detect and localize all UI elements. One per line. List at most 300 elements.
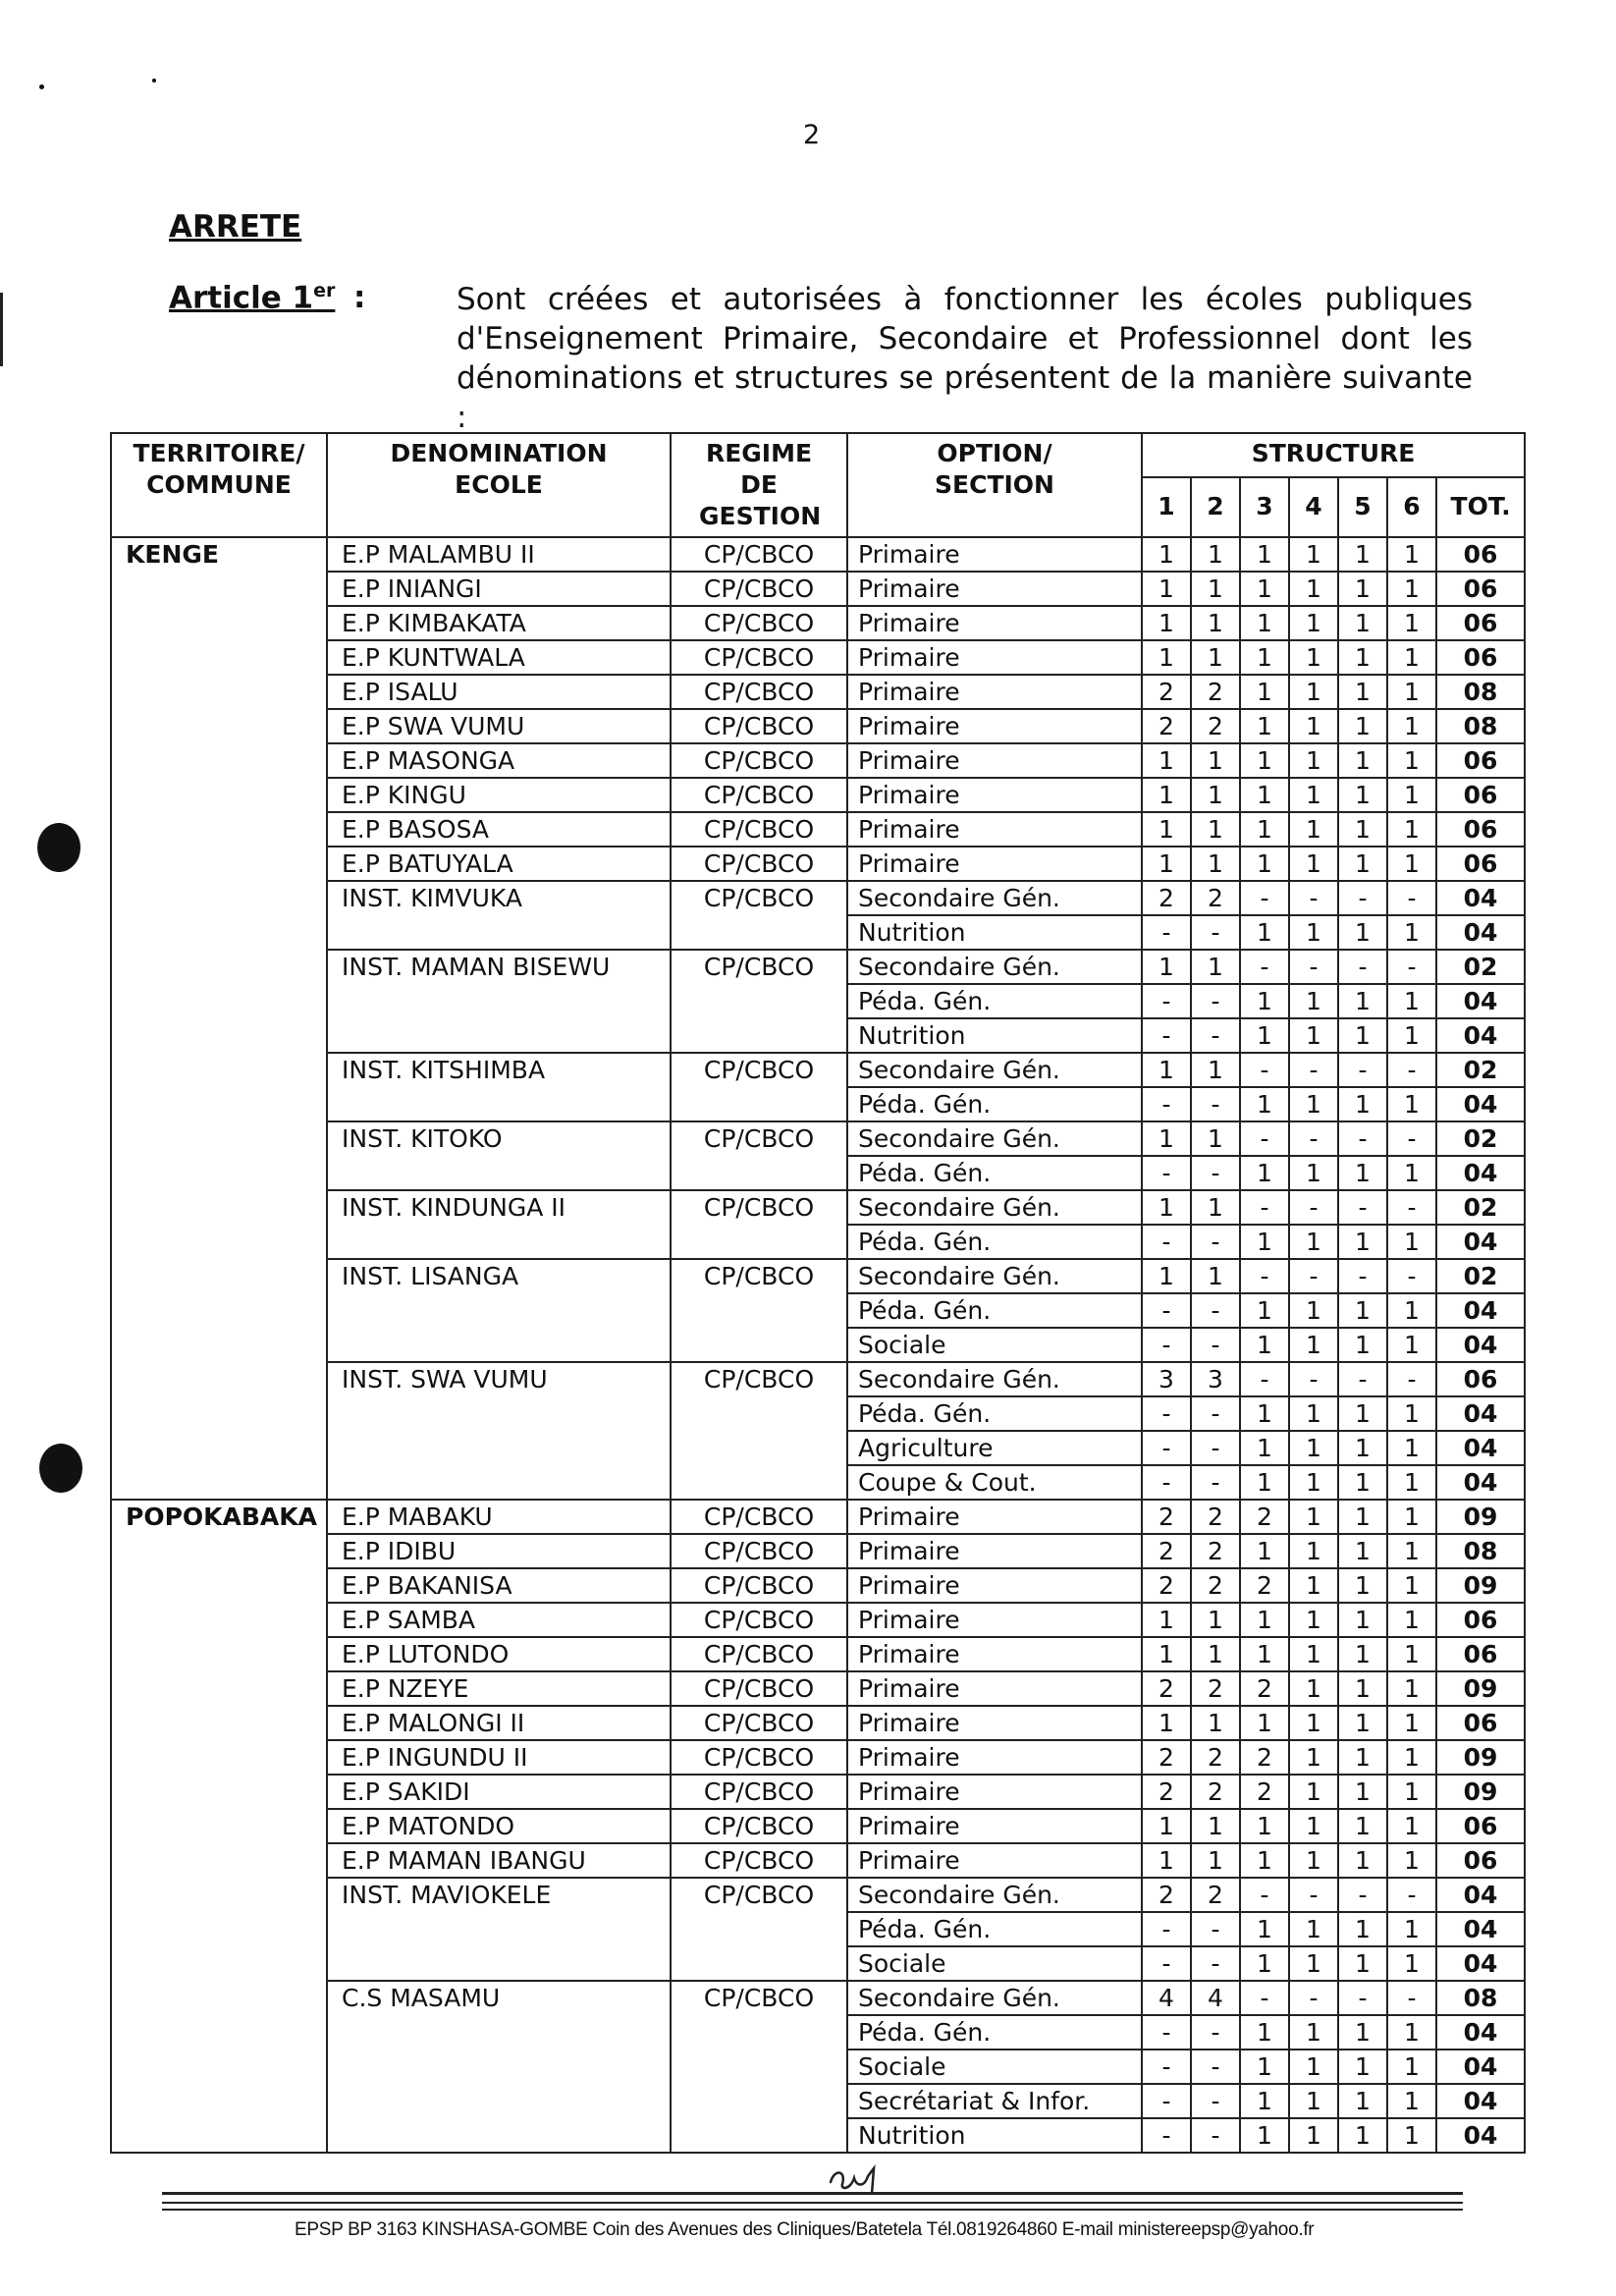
structure-cell: 1: [1338, 984, 1387, 1018]
structure-cell: 1: [1289, 1431, 1338, 1465]
school-name-cell: E.P ISALU: [327, 675, 671, 709]
option-cell: Nutrition: [847, 2118, 1142, 2153]
structure-cell: 1: [1387, 2118, 1436, 2153]
structure-cell: -: [1387, 1362, 1436, 1396]
structure-cell: 1: [1289, 1018, 1338, 1053]
structure-cell: 1: [1191, 1053, 1240, 1087]
structure-cell: -: [1142, 1946, 1191, 1981]
structure-cell: 1: [1240, 1328, 1289, 1362]
structure-cell: -: [1191, 915, 1240, 950]
structure-cell: -: [1289, 1190, 1338, 1225]
school-name-cell: INST. KITSHIMBA: [327, 1053, 671, 1121]
structure-cell: 2: [1240, 1568, 1289, 1603]
structure-cell: -: [1191, 1018, 1240, 1053]
structure-cell: 1: [1338, 1156, 1387, 1190]
article-colon: :: [353, 280, 366, 315]
structure-cell: 1: [1142, 778, 1191, 812]
structure-cell: 1: [1338, 1740, 1387, 1775]
structure-cell: 1: [1338, 2118, 1387, 2153]
structure-cell: 1: [1387, 572, 1436, 606]
option-cell: Péda. Gén.: [847, 1293, 1142, 1328]
structure-cell: 1: [1387, 2050, 1436, 2084]
option-cell: Primaire: [847, 1740, 1142, 1775]
structure-cell: 1: [1289, 1534, 1338, 1568]
structure-cell: -: [1338, 881, 1387, 915]
structure-cell: 1: [1289, 606, 1338, 640]
structure-cell: -: [1142, 1431, 1191, 1465]
total-cell: 09: [1436, 1500, 1525, 1534]
total-cell: 06: [1436, 812, 1525, 847]
total-cell: 04: [1436, 1878, 1525, 1912]
structure-cell: 1: [1289, 1706, 1338, 1740]
structure-cell: 1: [1338, 606, 1387, 640]
total-cell: 04: [1436, 1225, 1525, 1259]
option-cell: Primaire: [847, 1843, 1142, 1878]
total-cell: 09: [1436, 1671, 1525, 1706]
punch-hole: [39, 1444, 82, 1493]
school-name-cell: E.P KINGU: [327, 778, 671, 812]
structure-cell: 1: [1387, 1328, 1436, 1362]
structure-cell: 1: [1191, 1259, 1240, 1293]
regime-cell: CP/CBCO: [671, 1362, 847, 1500]
total-cell: 04: [1436, 1328, 1525, 1362]
structure-cell: 1: [1338, 709, 1387, 743]
structure-cell: 1: [1240, 1225, 1289, 1259]
regime-cell: CP/CBCO: [671, 1190, 847, 1259]
article-text-line: d'Enseignement Primaire, Secondaire et Professionnel dont les: [457, 321, 1473, 356]
total-cell: 04: [1436, 1293, 1525, 1328]
structure-cell: -: [1289, 1981, 1338, 2015]
structure-cell: -: [1142, 1018, 1191, 1053]
total-cell: 08: [1436, 1981, 1525, 2015]
structure-cell: 1: [1142, 950, 1191, 984]
structure-cell: 1: [1240, 675, 1289, 709]
structure-cell: 1: [1338, 675, 1387, 709]
structure-cell: -: [1191, 1225, 1240, 1259]
school-name-cell: INST. LISANGA: [327, 1259, 671, 1362]
total-cell: 04: [1436, 2050, 1525, 2084]
structure-cell: 1: [1289, 1087, 1338, 1121]
structure-cell: 1: [1387, 1912, 1436, 1946]
structure-cell: 1: [1387, 1018, 1436, 1053]
option-cell: Agriculture: [847, 1431, 1142, 1465]
header-col-4: 4: [1289, 477, 1338, 537]
structure-cell: 2: [1191, 709, 1240, 743]
structure-cell: 1: [1338, 1534, 1387, 1568]
option-cell: Sociale: [847, 2050, 1142, 2084]
total-cell: 04: [1436, 1087, 1525, 1121]
option-cell: Primaire: [847, 812, 1142, 847]
structure-cell: 1: [1240, 847, 1289, 881]
option-cell: Secondaire Gén.: [847, 1981, 1142, 2015]
total-cell: 02: [1436, 1053, 1525, 1087]
regime-cell: CP/CBCO: [671, 950, 847, 1053]
total-cell: 02: [1436, 1121, 1525, 1156]
structure-cell: 1: [1387, 1156, 1436, 1190]
total-cell: 08: [1436, 1534, 1525, 1568]
regime-cell: CP/CBCO: [671, 675, 847, 709]
structure-cell: -: [1191, 2084, 1240, 2118]
total-cell: 04: [1436, 915, 1525, 950]
total-cell: 06: [1436, 572, 1525, 606]
total-cell: 08: [1436, 709, 1525, 743]
structure-cell: 1: [1338, 1706, 1387, 1740]
structure-cell: 1: [1240, 1809, 1289, 1843]
regime-cell: CP/CBCO: [671, 881, 847, 950]
structure-cell: -: [1191, 1087, 1240, 1121]
option-cell: Sociale: [847, 1946, 1142, 1981]
structure-cell: 1: [1338, 1843, 1387, 1878]
school-name-cell: E.P SAMBA: [327, 1603, 671, 1637]
structure-cell: 1: [1387, 1843, 1436, 1878]
structure-cell: 1: [1289, 2015, 1338, 2050]
total-cell: 04: [1436, 1431, 1525, 1465]
structure-cell: 1: [1240, 2118, 1289, 2153]
article-text: [457, 280, 1473, 437]
structure-cell: 1: [1289, 1396, 1338, 1431]
structure-cell: 1: [1191, 812, 1240, 847]
option-cell: Primaire: [847, 537, 1142, 572]
structure-cell: -: [1142, 984, 1191, 1018]
structure-cell: 1: [1338, 1809, 1387, 1843]
structure-cell: -: [1191, 1946, 1240, 1981]
structure-cell: 3: [1142, 1362, 1191, 1396]
total-cell: 04: [1436, 1912, 1525, 1946]
structure-cell: -: [1142, 1396, 1191, 1431]
structure-cell: -: [1191, 1293, 1240, 1328]
structure-cell: 1: [1191, 743, 1240, 778]
structure-cell: 1: [1240, 572, 1289, 606]
option-cell: Primaire: [847, 743, 1142, 778]
structure-cell: -: [1289, 1259, 1338, 1293]
structure-cell: -: [1142, 1087, 1191, 1121]
structure-cell: -: [1387, 1878, 1436, 1912]
structure-cell: 1: [1289, 2118, 1338, 2153]
structure-cell: 1: [1191, 537, 1240, 572]
total-cell: 02: [1436, 950, 1525, 984]
structure-cell: 1: [1289, 1843, 1338, 1878]
total-cell: 06: [1436, 778, 1525, 812]
structure-cell: 1: [1338, 1225, 1387, 1259]
structure-cell: 1: [1338, 1500, 1387, 1534]
structure-cell: 1: [1240, 915, 1289, 950]
regime-cell: CP/CBCO: [671, 1671, 847, 1706]
structure-cell: 1: [1338, 640, 1387, 675]
structure-cell: 1: [1289, 915, 1338, 950]
structure-cell: 1: [1289, 1568, 1338, 1603]
structure-cell: 1: [1240, 778, 1289, 812]
structure-cell: 2: [1191, 1775, 1240, 1809]
regime-cell: CP/CBCO: [671, 1259, 847, 1362]
school-name-cell: E.P MASONGA: [327, 743, 671, 778]
structure-cell: 1: [1240, 812, 1289, 847]
total-cell: 04: [1436, 1396, 1525, 1431]
structure-cell: 2: [1142, 1671, 1191, 1706]
regime-cell: CP/CBCO: [671, 1706, 847, 1740]
structure-cell: 1: [1289, 675, 1338, 709]
article-text-line: Sont créées et autorisées à fonctionner les écoles publiques: [457, 282, 1473, 317]
structure-cell: 1: [1289, 2050, 1338, 2084]
structure-cell: 1: [1338, 2015, 1387, 2050]
regime-cell: CP/CBCO: [671, 847, 847, 881]
school-name-cell: E.P BAKANISA: [327, 1568, 671, 1603]
table-header: [111, 433, 1525, 537]
structure-cell: 1: [1240, 743, 1289, 778]
structure-cell: -: [1191, 1431, 1240, 1465]
structure-cell: 1: [1387, 675, 1436, 709]
structure-cell: -: [1240, 881, 1289, 915]
option-cell: Primaire: [847, 640, 1142, 675]
total-cell: 04: [1436, 881, 1525, 915]
option-cell: Primaire: [847, 1500, 1142, 1534]
structure-cell: 1: [1387, 812, 1436, 847]
option-cell: Primaire: [847, 778, 1142, 812]
option-cell: Primaire: [847, 606, 1142, 640]
structure-cell: 3: [1191, 1362, 1240, 1396]
option-cell: Péda. Gén.: [847, 984, 1142, 1018]
structure-cell: 1: [1338, 572, 1387, 606]
structure-cell: 1: [1289, 1603, 1338, 1637]
structure-cell: 1: [1387, 537, 1436, 572]
structure-cell: 1: [1289, 2084, 1338, 2118]
structure-cell: 1: [1289, 709, 1338, 743]
structure-cell: 1: [1289, 778, 1338, 812]
structure-cell: 1: [1240, 2084, 1289, 2118]
option-cell: Primaire: [847, 847, 1142, 881]
structure-cell: -: [1387, 1121, 1436, 1156]
structure-cell: 1: [1191, 778, 1240, 812]
structure-cell: -: [1289, 1121, 1338, 1156]
structure-cell: 1: [1289, 1775, 1338, 1809]
structure-cell: 2: [1142, 1500, 1191, 1534]
structure-cell: 1: [1387, 1775, 1436, 1809]
structure-cell: 1: [1387, 1225, 1436, 1259]
total-cell: 06: [1436, 1843, 1525, 1878]
school-name-cell: E.P MATONDO: [327, 1809, 671, 1843]
total-cell: 04: [1436, 1156, 1525, 1190]
option-cell: Coupe & Cout.: [847, 1465, 1142, 1500]
structure-cell: 1: [1387, 2084, 1436, 2118]
footer-address: EPSP BP 3163 KINSHASA-GOMBE Coin des Avenues des Cliniques/Batetela Tél.0819264860 E-mail ministereepsp@yahoo.fr: [295, 2219, 1315, 2240]
structure-cell: -: [1387, 1259, 1436, 1293]
header-col-6: 6: [1387, 477, 1436, 537]
structure-cell: 1: [1142, 743, 1191, 778]
territory-cell: KENGE: [111, 537, 327, 1500]
structure-cell: 1: [1387, 1946, 1436, 1981]
structure-cell: 1: [1387, 1431, 1436, 1465]
school-name-cell: INST. KIMVUKA: [327, 881, 671, 950]
structure-cell: 1: [1289, 572, 1338, 606]
structure-cell: 1: [1191, 606, 1240, 640]
regime-cell: CP/CBCO: [671, 1500, 847, 1534]
school-name-cell: E.P LUTONDO: [327, 1637, 671, 1671]
option-cell: Primaire: [847, 1568, 1142, 1603]
structure-cell: 1: [1289, 1293, 1338, 1328]
structure-cell: 1: [1289, 812, 1338, 847]
structure-cell: 1: [1142, 847, 1191, 881]
total-cell: 06: [1436, 640, 1525, 675]
structure-cell: -: [1338, 1981, 1387, 2015]
structure-cell: 1: [1142, 812, 1191, 847]
structure-cell: 1: [1142, 1190, 1191, 1225]
structure-cell: 2: [1240, 1500, 1289, 1534]
structure-cell: -: [1240, 1053, 1289, 1087]
option-cell: Secondaire Gén.: [847, 1190, 1142, 1225]
option-cell: Péda. Gén.: [847, 1225, 1142, 1259]
structure-cell: -: [1338, 1362, 1387, 1396]
structure-cell: 1: [1289, 1225, 1338, 1259]
structure-cell: 1: [1289, 1328, 1338, 1362]
structure-cell: -: [1338, 950, 1387, 984]
total-cell: 04: [1436, 1465, 1525, 1500]
structure-cell: -: [1387, 1053, 1436, 1087]
structure-cell: -: [1387, 1981, 1436, 2015]
structure-cell: 1: [1387, 1500, 1436, 1534]
structure-cell: 1: [1338, 537, 1387, 572]
structure-cell: 1: [1142, 1259, 1191, 1293]
option-cell: Primaire: [847, 1603, 1142, 1637]
header-denomination: DENOMINATION ECOLE: [327, 433, 671, 537]
structure-cell: 1: [1191, 1843, 1240, 1878]
option-cell: Secondaire Gén.: [847, 881, 1142, 915]
schools-table: [110, 432, 1526, 2154]
total-cell: 04: [1436, 1946, 1525, 1981]
structure-cell: -: [1240, 1190, 1289, 1225]
structure-cell: 1: [1289, 984, 1338, 1018]
structure-cell: 1: [1240, 537, 1289, 572]
option-cell: Secrétariat & Infor.: [847, 2084, 1142, 2118]
structure-cell: 1: [1387, 743, 1436, 778]
structure-cell: 1: [1338, 1018, 1387, 1053]
structure-cell: 1: [1387, 1671, 1436, 1706]
table-body: [111, 537, 1525, 2153]
structure-cell: 1: [1240, 1637, 1289, 1671]
option-cell: Péda. Gén.: [847, 1396, 1142, 1431]
structure-cell: -: [1338, 1259, 1387, 1293]
structure-cell: 2: [1142, 675, 1191, 709]
structure-cell: -: [1240, 1878, 1289, 1912]
school-name-cell: E.P IDIBU: [327, 1534, 671, 1568]
total-cell: 04: [1436, 2084, 1525, 2118]
option-cell: Primaire: [847, 1706, 1142, 1740]
structure-cell: 1: [1387, 1465, 1436, 1500]
structure-cell: 1: [1191, 1809, 1240, 1843]
structure-cell: 1: [1387, 915, 1436, 950]
structure-cell: 1: [1142, 1053, 1191, 1087]
option-cell: Péda. Gén.: [847, 1156, 1142, 1190]
structure-cell: -: [1142, 1156, 1191, 1190]
structure-cell: 1: [1240, 1396, 1289, 1431]
structure-cell: -: [1289, 1053, 1338, 1087]
header-regime: REGIME DE GESTION: [671, 433, 847, 537]
regime-cell: CP/CBCO: [671, 640, 847, 675]
total-cell: 06: [1436, 537, 1525, 572]
option-cell: Nutrition: [847, 1018, 1142, 1053]
structure-cell: 1: [1338, 812, 1387, 847]
option-cell: Péda. Gén.: [847, 2015, 1142, 2050]
structure-cell: -: [1191, 2015, 1240, 2050]
structure-cell: -: [1240, 1259, 1289, 1293]
structure-cell: 2: [1191, 1878, 1240, 1912]
total-cell: 08: [1436, 675, 1525, 709]
header-col-tot: TOT.: [1436, 477, 1525, 537]
footer-rule: [162, 2192, 1463, 2195]
regime-cell: CP/CBCO: [671, 778, 847, 812]
structure-cell: -: [1142, 2118, 1191, 2153]
structure-cell: -: [1142, 1328, 1191, 1362]
regime-cell: CP/CBCO: [671, 1121, 847, 1190]
total-cell: 04: [1436, 1018, 1525, 1053]
total-cell: 09: [1436, 1568, 1525, 1603]
total-cell: 06: [1436, 1637, 1525, 1671]
structure-cell: -: [1240, 1362, 1289, 1396]
structure-cell: -: [1142, 2015, 1191, 2050]
structure-cell: 2: [1142, 1775, 1191, 1809]
regime-cell: CP/CBCO: [671, 572, 847, 606]
regime-cell: CP/CBCO: [671, 1775, 847, 1809]
header-col-5: 5: [1338, 477, 1387, 537]
total-cell: 06: [1436, 1362, 1525, 1396]
table-row: [111, 537, 1525, 572]
structure-cell: 1: [1338, 915, 1387, 950]
structure-cell: 1: [1338, 847, 1387, 881]
structure-cell: 2: [1142, 881, 1191, 915]
structure-cell: 1: [1338, 1328, 1387, 1362]
structure-cell: 1: [1142, 1843, 1191, 1878]
structure-cell: 1: [1338, 1396, 1387, 1431]
structure-cell: -: [1387, 950, 1436, 984]
scan-speck: [39, 84, 44, 89]
total-cell: 06: [1436, 743, 1525, 778]
structure-cell: 1: [1142, 1637, 1191, 1671]
structure-cell: -: [1289, 1878, 1338, 1912]
regime-cell: CP/CBCO: [671, 1878, 847, 1981]
structure-cell: -: [1338, 1121, 1387, 1156]
option-cell: Primaire: [847, 675, 1142, 709]
structure-cell: 1: [1338, 1603, 1387, 1637]
total-cell: 04: [1436, 2118, 1525, 2153]
school-name-cell: E.P MABAKU: [327, 1500, 671, 1534]
structure-cell: 1: [1240, 984, 1289, 1018]
regime-cell: CP/CBCO: [671, 1809, 847, 1843]
structure-cell: -: [1191, 2050, 1240, 2084]
structure-cell: -: [1387, 1190, 1436, 1225]
structure-cell: -: [1240, 1121, 1289, 1156]
structure-cell: 1: [1142, 1121, 1191, 1156]
regime-cell: CP/CBCO: [671, 709, 847, 743]
school-name-cell: INST. KITOKO: [327, 1121, 671, 1190]
structure-cell: 1: [1338, 2084, 1387, 2118]
structure-cell: 1: [1338, 1775, 1387, 1809]
structure-cell: 1: [1387, 1740, 1436, 1775]
structure-cell: 1: [1142, 606, 1191, 640]
total-cell: 06: [1436, 606, 1525, 640]
structure-cell: 1: [1387, 2015, 1436, 2050]
structure-cell: -: [1142, 1293, 1191, 1328]
structure-cell: -: [1191, 984, 1240, 1018]
footer-rule: [162, 2202, 1463, 2204]
school-name-cell: E.P INGUNDU II: [327, 1740, 671, 1775]
school-name-cell: INST. MAMAN BISEWU: [327, 950, 671, 1053]
structure-cell: 1: [1338, 743, 1387, 778]
option-cell: Secondaire Gén.: [847, 1121, 1142, 1156]
structure-cell: 2: [1191, 675, 1240, 709]
structure-cell: 1: [1240, 1431, 1289, 1465]
territory-cell: POPOKABAKA: [111, 1500, 327, 2153]
structure-cell: 1: [1387, 1637, 1436, 1671]
school-name-cell: INST. KINDUNGA II: [327, 1190, 671, 1259]
structure-cell: 1: [1240, 640, 1289, 675]
